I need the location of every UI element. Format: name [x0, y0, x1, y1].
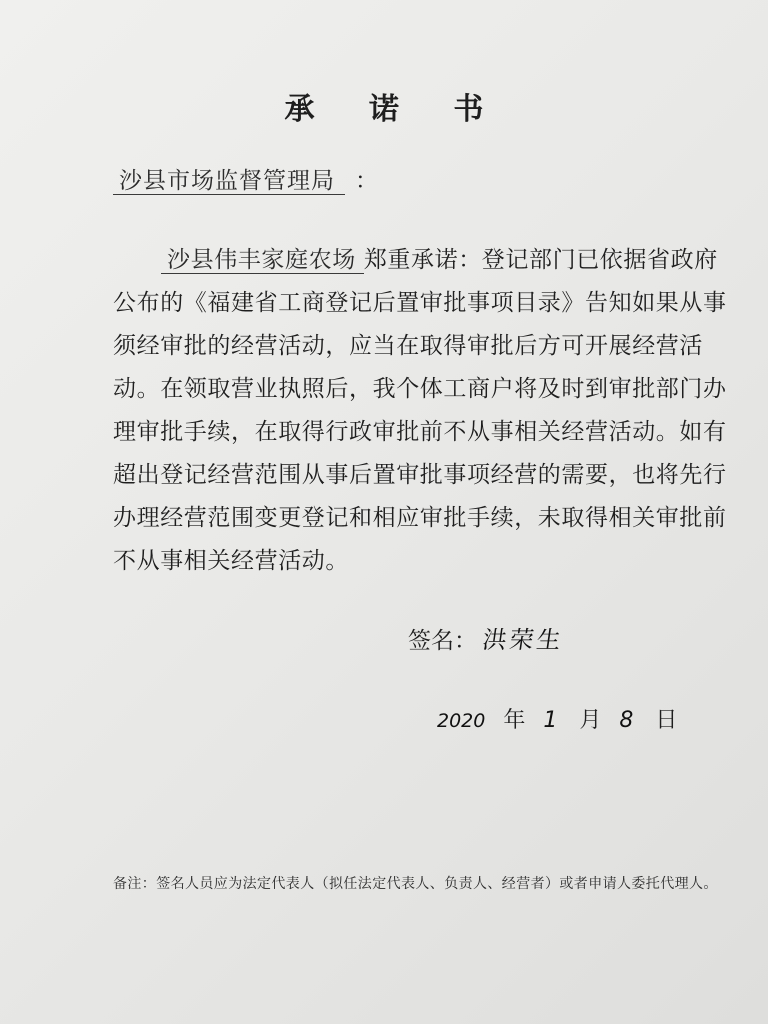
body-line-3: 须经审批的经营活动，应当在取得审批后方可开展经营活 — [113, 333, 703, 359]
footnote: 备注：签名人员应为法定代表人（拟任法定代表人、负责人、经营者）或者申请人委托代理人。 — [113, 876, 718, 892]
date-day-label: 日 — [655, 708, 678, 733]
body-line-6: 超出登记经营范围从事后置审批事项经营的需要，也将先行 — [113, 462, 727, 488]
signature-label: 签名： — [408, 628, 477, 654]
date-row — [437, 703, 677, 734]
date-year: 2020 — [437, 710, 486, 732]
body-line-7: 办理经营范围变更登记和相应审批手续，未取得相关审批前 — [113, 505, 727, 531]
body-line-4: 动。在领取营业执照后，我个体工商户将及时到审批部门办 — [113, 376, 727, 402]
addressee-line — [113, 162, 379, 195]
body-line-1-text: 郑重承诺：登记部门已依据省政府 — [363, 247, 718, 273]
addressee-name: 沙县市场监督管理局 — [113, 168, 345, 195]
addressee-colon: ： — [355, 168, 379, 194]
signature-handwritten: 洪荣生 — [480, 626, 566, 654]
body-line-5: 理审批手续，在取得行政审批前不从事相关经营活动。如有 — [113, 419, 727, 445]
date-year-label: 年 — [503, 708, 526, 733]
signature-row — [408, 620, 564, 655]
document-title: 承 诺 书 — [284, 92, 506, 127]
date-month: 1 — [543, 708, 558, 733]
farm-name: 沙县伟丰家庭农场 — [161, 247, 364, 274]
date-day: 8 — [619, 708, 634, 733]
date-month-label: 月 — [579, 708, 602, 733]
body-line-1 — [161, 241, 718, 274]
body-line-2: 公布的《福建省工商登记后置审批事项目录》告知如果从事 — [113, 290, 727, 316]
body-line-8: 不从事相关经营活动。 — [113, 548, 349, 574]
